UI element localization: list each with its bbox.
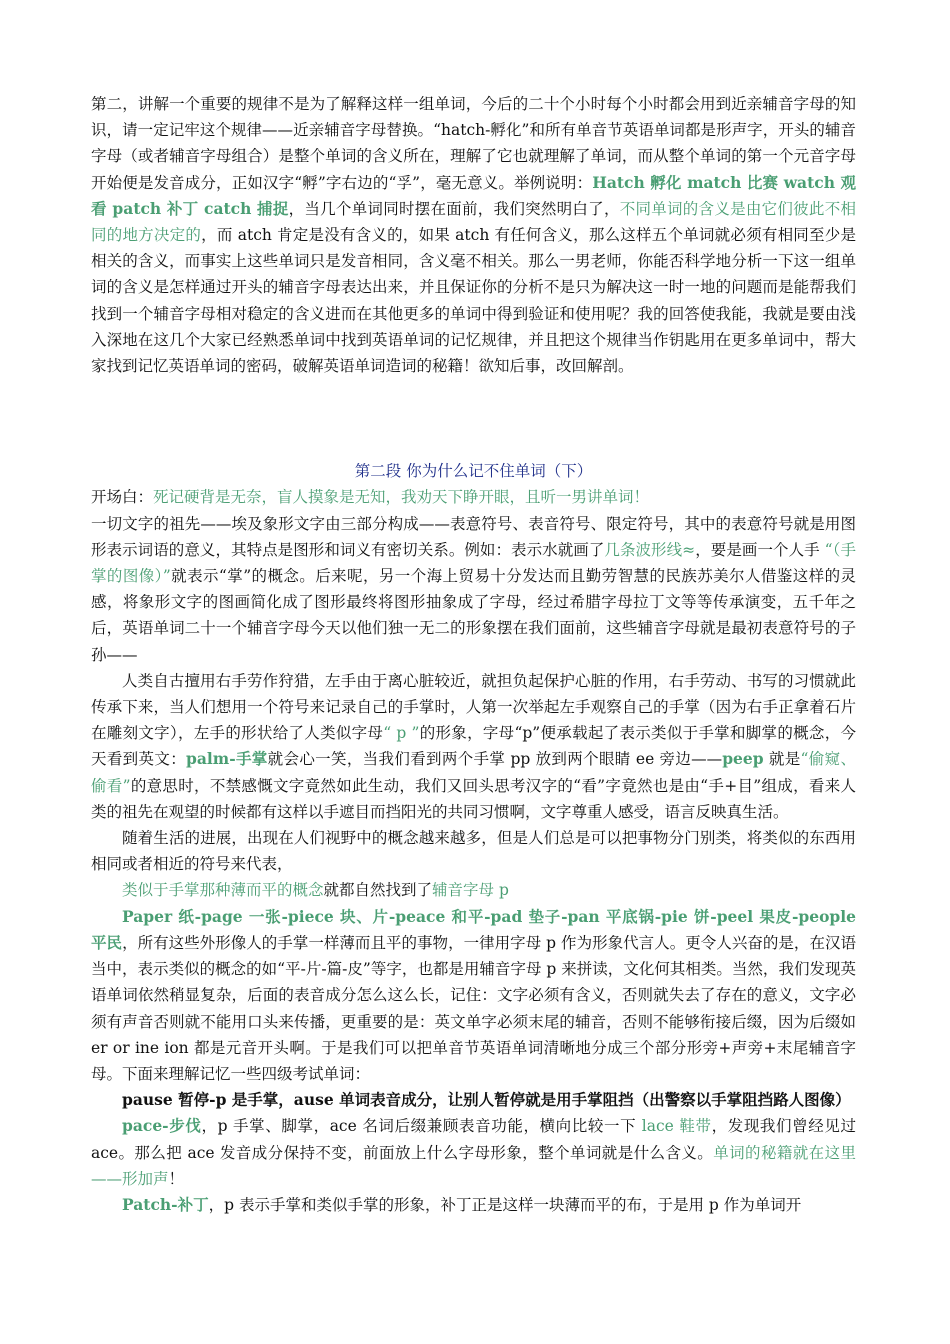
paragraph-patch: Patch-补丁，p 表示手掌和类似手掌的形象，补丁正是这样一块薄而平的布，于是用 p 作为单词开: [122, 1194, 802, 1214]
pace-word: pace-步伐: [122, 1116, 202, 1136]
peep-meaning: “偷窥、偷看”: [91, 750, 856, 795]
paragraph-letter-p: 人类自古擅用右手劳作狩猎，左手由于离心脏较近，就担负起保护心脏的作用，右手劳动、书写的习惯就此传承下来，当人们想用一个符号来记录自己的手掌时，人第一次举起左手观察自己的手掌（因为右手正拿着石片在雕刻文字），左手的形状给了人类似字母“ p ”的形象，字母“p”便承载起了表示类似于手掌和脚掌的概念，今天看到英文：palm-手掌就会心一笑，当我们看到两个手掌 pp 放到两个眼睛 ee 旁边——peep 就是“偷窥、偷看”的意思时，不禁感慨文字竟然如此生动，我们又回头思考汉字的“看”字竟然也是由“手+目”组成，看来人类的祖先在观望的时候都有这样以手遮目而挡阳光的共同习惯啊，文字尊重人感受，语言反映真生活。: [91, 671, 856, 821]
example-words: Hatch 孵化 match 比赛 watch 观看 patch 补丁 catch 捕捉: [91, 172, 856, 218]
opening-line: [91, 484, 856, 510]
opening-text: 死记硬背是无奈，盲人摸象是无知，我劝天下睁开眼，且听一男讲单词！: [153, 488, 650, 507]
peep-word: peep: [722, 749, 764, 769]
opening-label: 开场白：: [91, 488, 154, 507]
patch-word: Patch-补丁: [122, 1194, 209, 1214]
document-page: [91, 91, 856, 1218]
lace-word: lace 鞋带: [641, 1117, 712, 1136]
paragraph-flat-concept: 类似于手掌那种薄而平的概念就都自然找到了辅音字母 p: [122, 881, 509, 900]
secret-phrase: 单词的秘籍就在这里——形加声: [91, 1143, 856, 1188]
paragraph-p-words: Paper 纸-page 一张-piece 块、片-peace 和平-pad 垫子-pan 平底锅-pie 饼-peel 果皮-people 平民，所有这些外形像人的手掌一样薄而且平的事物，一律用字母 p 作为形象代言人。更令人兴奋的是，在汉语当中，表示类似的概念的如“平-片-篇-皮”等字，也都是用辅音字母 p 来拼读，文化何其相类。当然，我们发现英语单词依然稍显复杂，后面的表音成分怎么这么长，记住：文字必须有含义，否则就失去了存在的意义，文字必须有声音否则就不能用口头来传播，更重要的是：英文单字必须末尾的辅音，否则不能够衔接后缀，因为后缀如 er or ine ion 都是元音开头啊。于是我们可以把单音节英语单词清晰地分成三个部分形旁+声旁+末尾辅音字母。下面来理解记忆一些四级考试单词：: [91, 906, 856, 1083]
paragraph-rule-explanation: 第二，讲解一个重要的规律不是为了解释这样一组单词，今后的二十个小时每个小时都会用到近亲辅音字母的知识，请一定记牢这个规律——近亲辅音字母替换。“hatch-孵化”和所有单音节英语单词都是形声字，开头的辅音字母（或者辅音字母组合）是整个单词的含义所在，理解了它也就理解了单词，而从整个单词的第一个元音字母开始便是发音成分，正如汉字“孵”字右边的“孚”，毫无意义。举例说明：Hatch 孵化 match 比赛 watch 观看 patch 补丁 catch 捕捉，当几个单词同时摆在面前，我们突然明白了，不同单词的含义是由它们彼此不相同的地方决定的，而 atch 肯定是没有含义的，如果 atch 有任何含义，那么这样五个单词就必须有相同至少是相关的含义，而事实上这些单词只是发音相同，含义毫不相关。那么一男老师，你能否科学地分析一下这一组单词的含义是怎样通过开头的辅音字母表达出来，并且保证你的分析不是只为解决这一时一地的问题而是能帮我们找到一个辅音字母相对稳定的含义进而在其他更多的单词中得到验证和使用呢？我的回答使我能，我就是要由浅入深地在这几个大家已经熟悉单词中找到英语单词的记忆规律，并且把这个规律当作钥匙用在更多单词中，帮大家找到记忆英语单词的密码，破解英语单词造词的秘籍！欲知后事，改回解剖。: [91, 95, 856, 376]
p-quote: “ p ”: [383, 724, 420, 743]
section-title: 第二段 你为什么记不住单词（下）: [354, 462, 593, 481]
paragraph-concepts: 随着生活的进展，出现在人们视野中的概念越来越多，但是人们总是可以把事物分门别类，将类似的东西用相同或者相近的符号来代表，: [91, 829, 856, 874]
paragraph-egyptian: 一切文字的祖先——埃及象形文字由三部分构成——表意符号、表音符号、限定符号，其中的表意符号就是用图形表示词语的意义，其特点是图形和词义有密切关系。例如：表示水就画了几条波形线≈，要是画一个人手 “（手掌的图像）”就表示“掌”的概念。后来呢，另一个海上贸易十分发达而且勤劳智慧的民族苏美尔人借鉴这样的灵感，将象形文字的图画简化成了图形最终将图形抽象成了字母，经过希腊字母拉丁文等等传承演变，五千年之后，英语单词二十一个辅音字母今天以他们独一无二的形象摆在我们面前，这些辅音字母就是最初表意符号的子孙——: [91, 514, 856, 664]
palm-word: palm-手掌: [186, 749, 268, 769]
wave-phrase: 几条波形线≈: [604, 540, 696, 559]
p-word-list: Paper 纸-page 一张-piece 块、片-peace 和平-pad 垫子-pan 平底锅-pie 饼-peel 果皮-people 平民: [91, 906, 856, 952]
paragraph-pace: pace-步伐，p 手掌、脚掌，ace 名词后缀兼顾表音功能，横向比较一下 lace 鞋带，发现我们曾经见过 ace。那么把 ace 发音成分保持不变，前面放上什么字母形象，整个单词就是什么含义。单词的秘籍就在这里——形加声！: [91, 1116, 856, 1188]
palm-image-phrase: “（手掌的图像）”: [91, 540, 856, 586]
section-gap: [91, 379, 856, 458]
highlight-text: 不同单词的含义是由它们彼此不相同的地方决定的: [91, 199, 856, 245]
paragraph-pause: pause 暂停-p 是手掌，ause 单词表音成分，让别人暂停就是用手掌阻挡（出警察以手掌阻挡路人图像）: [122, 1090, 851, 1110]
